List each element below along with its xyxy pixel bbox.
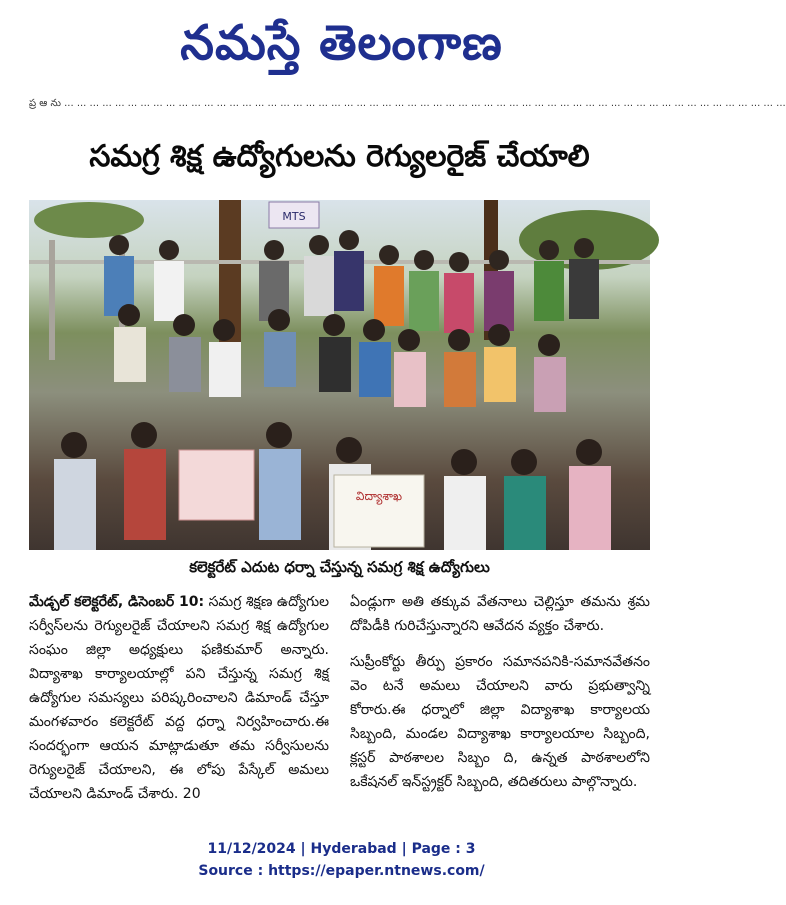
placard-text: విద్యాశాఖ <box>355 489 403 503</box>
news-clipping <box>29 98 786 822</box>
protest-photo <box>29 200 650 550</box>
banner-text: MTS <box>282 210 306 223</box>
right-paragraph-1: ఏండ్లుగా అతి తక్కువ వేతనాలు చెల్లిస్తూ తమను శ్రమ దోపిడీకి గురిచేస్తున్నారని ఆవేదన వ్యక్తం చేశారు. <box>350 594 650 634</box>
article-headline: సమగ్ర శిక్ష ఉద్యోగులను రెగ్యులరైజ్ చేయాలి <box>89 139 590 174</box>
right-paragraph-2: సుప్రీంకోర్టు తీర్పు ప్రకారం సమానపనికి-సమానవేతనం వెం టనే అమలు చేయాలని వారు ప్రభుత్వాన్ని కోరారు.ఈ ధర్నాలో జిల్లా విద్యాశాఖ కార్యాలయ సిబ్బంది, మండల విద్యాశాఖ కార్యాలయాల సిబ్బంది, క్లస్టర్ పాఠశాలల సిబ్బం ది, ఉన్నత పాఠశాలలోని ఒకేషనల్ ఇన్‌స్ట్రక్టర్ సిబ్బంది, తదితరులు పాల్గొన్నారు. <box>350 654 650 790</box>
newspaper-masthead: నమస్తే తెలంగాణ <box>180 15 503 71</box>
article-column-left <box>29 590 329 806</box>
photo-caption: కలెక్టరేట్ ఎదుట ధర్నా చేస్తున్న సమగ్ర శిక్ష ఉద్యోగులు <box>189 558 490 576</box>
source-info: Source : https://epaper.ntnews.com/ <box>198 863 485 879</box>
protest-photo-illustration <box>29 200 650 550</box>
page-footer <box>0 838 683 882</box>
article-column-right <box>350 590 650 794</box>
dateline: మేడ్చల్ కలెక్టరేట్, డిసెంబర్ 10: <box>29 594 205 610</box>
edition-info: 11/12/2024 | Hyderabad | Page : 3 <box>207 841 476 857</box>
left-column-text: సమగ్ర శిక్షణ ఉద్యోగుల సర్వీస్‌లను రెగ్యులరైజ్ చేయాలని సమగ్ర శిక్ష ఉద్యోగుల సంఘం జిల్లా అధ్యక్షులు ఫణికుమార్ అన్నారు. విద్యాశాఖ కార్యాలయాల్లో పని చేస్తున్న సమగ్ర శిక్ష ఉద్యోగుల సమస్యలు పరిష్కరించాలని డిమాండ్ చేస్తూ మంగళవారం కలెక్టరేట్ వద్ద ధర్నా నిర్వహించారు.ఈ సందర్భంగా ఆయన మాట్లాడుతూ తమ సర్వీసులను రెగ్యులరైజ్ చేయాలని, ఈ లోపు పేస్కేల్ అమలు చేయాలని డిమాండ్ చేశారు. 20 <box>29 594 329 802</box>
previous-article-cutoff: ప్ర ఆ ను ... ... ... ... ... ... ... ... ... ... ... ... ... ... ... ... ... ... ... ... ... ... ... ... ... ... ... ... ... ... ... ... ... ... ... ... ... ... ... ... ... ... ... ... ... ... ... ... ... ... ... ... ... ... ... ... ... <box>29 98 786 109</box>
article-body <box>29 590 650 818</box>
